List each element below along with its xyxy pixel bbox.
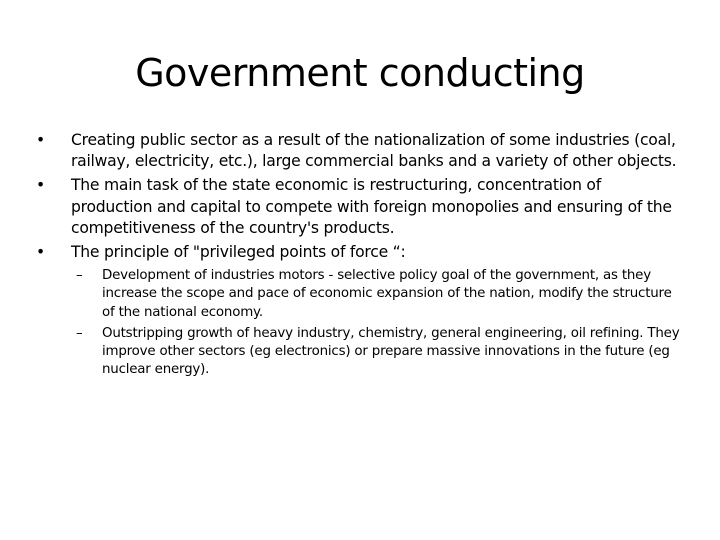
sub-bullet-marker: –: [76, 325, 83, 341]
bullet-text: The main task of the state economic is restructuring, concentration of production and capital to compete with foreign monopolies and ensuring of the competitiveness of the country's products.: [71, 176, 672, 237]
bullet-item: [36, 242, 686, 263]
sub-bullet-item: [36, 267, 686, 322]
sub-bullet-item: [36, 325, 686, 380]
sub-bullet-list: [36, 267, 686, 379]
sub-bullet-marker: –: [76, 268, 83, 284]
sub-bullet-text: Development of industries motors - selective policy goal of the government, as they increase the scope and pace of economic expansion of the nation, modify the structure of the national economy.: [102, 268, 672, 320]
bullet-marker: •: [36, 243, 45, 262]
bullet-marker: •: [36, 176, 45, 195]
bullet-item: [36, 130, 686, 172]
bullet-item: [36, 175, 686, 239]
sub-bullet-text: Outstripping growth of heavy industry, chemistry, general engineering, oil refining. They improve other sectors (eg electronics) or prepare massive innovations in the future (eg nuclear energy).: [102, 325, 680, 378]
bullet-text: The principle of "privileged points of force “:: [71, 243, 406, 262]
bullet-marker: •: [36, 131, 45, 149]
bullet-text: Creating public sector as a result of the nationalization of some industries (coal, railway, electricity, etc.), large commercial banks and a variety of other objects.: [71, 131, 677, 171]
bullet-list: [36, 130, 686, 382]
slide-title: Government conducting: [135, 51, 585, 95]
